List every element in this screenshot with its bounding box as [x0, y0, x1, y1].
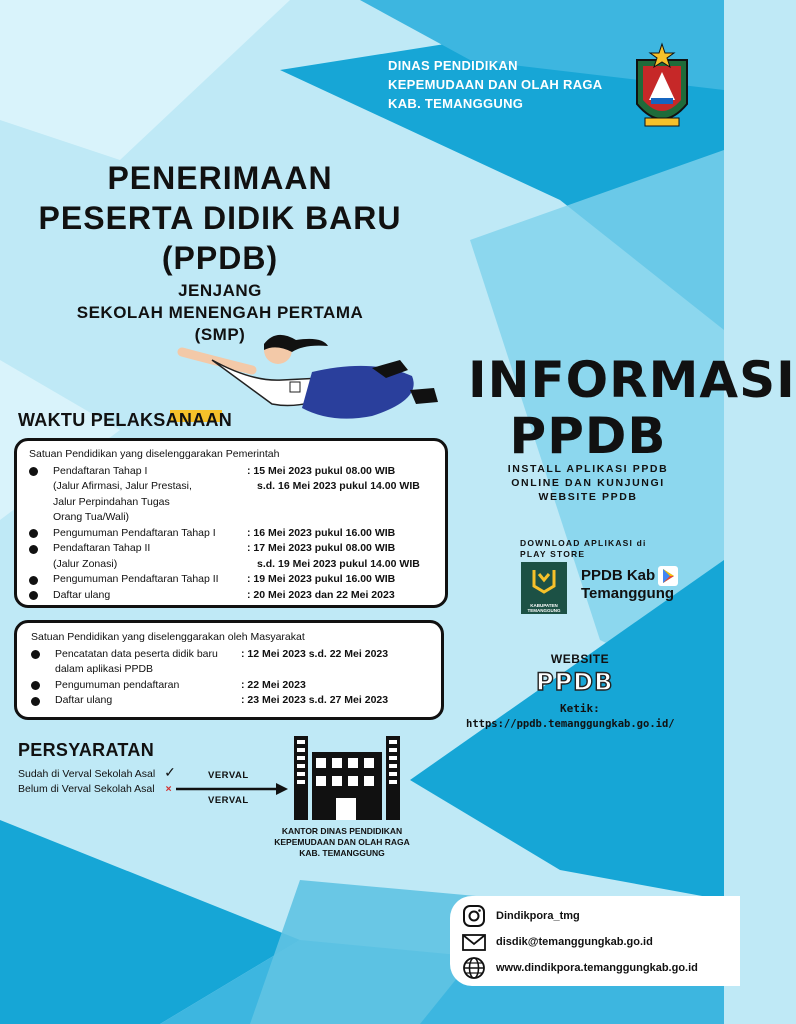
temanggung-crest-logo [633, 42, 691, 132]
website-ppdb-logo: PPDB [536, 668, 614, 696]
schedule-row [29, 495, 435, 511]
bullet-icon [29, 467, 38, 476]
email-address: disdik@temanggungkab.go.id [496, 936, 653, 948]
download-line-1: DOWNLOAD APLIKASI di [520, 538, 647, 548]
install-line-2: ONLINE DAN KUNJUNGI [511, 477, 665, 489]
kantor-line-1: KANTOR DINAS PENDIDIKAN [281, 826, 403, 836]
schedule-row [29, 541, 435, 557]
schedule-value: : 23 Mei 2023 s.d. 27 Mei 2023 [241, 694, 389, 706]
kantor-line-3: KAB. TEMANGGUNG [299, 848, 385, 858]
schedule-row [29, 572, 435, 588]
globe-icon [462, 956, 486, 980]
app-icon-text: KABUPATEN TEMANGGUNG [527, 603, 561, 613]
schedule-row [29, 464, 435, 480]
schedule-row [29, 510, 435, 526]
schedule-label: (Jalur Zonasi) [53, 557, 118, 570]
informasi-line-2: PPDB [509, 407, 667, 465]
informasi-title [468, 351, 796, 465]
title-line-5: SEKOLAH MENENGAH PERTAMA [76, 303, 364, 322]
schedule-value: : 20 Mei 2023 dan 22 Mei 2023 [247, 588, 395, 601]
ppdb-title [20, 158, 420, 346]
bullet-icon [29, 576, 38, 585]
website-heading: WEBSITE [550, 652, 610, 666]
verval-label-1: VERVAL [208, 770, 249, 781]
persyaratan-heading: PERSYARATAN [18, 740, 154, 760]
office-building-icon [292, 736, 400, 822]
schedule-label: Pendaftaran Tahap I [53, 464, 148, 477]
schedule-value: : 12 Mei 2023 s.d. 22 Mei 2023 [241, 647, 389, 660]
bullet-icon [29, 529, 38, 538]
schedule-label: Jalur Perpindahan Tugas [53, 495, 170, 508]
schedule-label: Orang Tua/Wali) [53, 511, 130, 523]
schedule-row [31, 693, 431, 709]
ppdb-url-link[interactable]: https://ppdb.temanggungkab.go.id/ [466, 718, 675, 730]
schedule-label: (Jalur Afirmasi, Jalur Prestasi, [53, 480, 192, 492]
dinas-line-2: KEPEMUDAAN DAN OLAH RAGA [388, 77, 603, 92]
schedule-value: : 16 Mei 2023 pukul 16.00 WIB [247, 526, 396, 539]
schedule-row [31, 662, 431, 678]
informasi-line-1: INFORMASI [468, 351, 796, 409]
waktu-heading: WAKTU PELAKSANAAN [18, 410, 233, 430]
ketik-label: Ketik: [560, 702, 600, 715]
schedule-value: : 19 Mei 2023 pukul 16.00 WIB [247, 573, 396, 585]
dinas-line-3: KAB. TEMANGGUNG [388, 96, 524, 111]
schedule-row [31, 647, 431, 663]
schedule-row [29, 479, 435, 495]
dinas-header [388, 56, 602, 113]
bullet-icon [31, 697, 40, 706]
title-line-4: JENJANG [178, 281, 262, 300]
schedule-row [31, 678, 431, 694]
bullet-icon [31, 681, 40, 690]
schedule-box-pemerintah [14, 438, 448, 608]
schedule-label: Pengumuman Pendaftaran Tahap I [53, 526, 216, 539]
website-address: www.dindikpora.temanggungkab.go.id [496, 962, 698, 974]
schedule-value: : 17 Mei 2023 pukul 08.00 WIB [247, 542, 396, 554]
schedule-row [29, 588, 435, 604]
schedule-label: Pengumuman pendaftaran [55, 678, 180, 691]
install-line-1: INSTALL APLIKASI PPDB [507, 463, 669, 475]
arrow-right-icon [176, 782, 288, 796]
schedule-label: Daftar ulang [55, 694, 113, 706]
install-text [486, 462, 690, 504]
play-store-icon[interactable] [658, 566, 678, 586]
schedule-row [29, 557, 435, 573]
box2-head: Satuan Pendidikan yang diselenggarakan oleh Masyarakat [31, 631, 305, 643]
bullet-icon [31, 650, 40, 659]
box1-rows [29, 464, 435, 604]
dinas-line-1: DINAS PENDIDIKAN [388, 58, 518, 73]
schedule-label: dalam aplikasi PPDB [55, 663, 154, 675]
title-line-6: (SMP) [194, 325, 246, 344]
app-logo-icon [521, 562, 567, 598]
schedule-value: s.d. 19 Mei 2023 pukul 14.00 WIB [257, 557, 420, 570]
app-name-line-2: Temanggung [581, 585, 675, 602]
mail-icon [462, 930, 486, 954]
syarat-item-1: Sudah di Verval Sekolah Asal ✓ [18, 764, 176, 780]
schedule-box-masyarakat [14, 620, 444, 720]
box1-head: Satuan Pendidikan yang diselenggarakan Pemerintah [29, 448, 280, 460]
verval-label-2: VERVAL [208, 795, 249, 806]
persyaratan-list [18, 765, 176, 797]
ppdb-app-icon[interactable] [521, 562, 567, 614]
title-line-3: (PPDB) [161, 240, 279, 276]
schedule-value: : 22 Mei 2023 [241, 678, 306, 691]
bullet-icon [29, 545, 38, 554]
syarat-item-2: Belum di Verval Sekolah Asal × [18, 783, 172, 795]
download-line-2: PLAY STORE [520, 549, 586, 559]
instagram-handle: Dindikpora_tmg [496, 910, 580, 922]
title-line-1: PENERIMAAN [107, 160, 333, 196]
app-name-line-1: PPDB Kab [581, 567, 656, 584]
kantor-label [268, 826, 416, 859]
schedule-value: s.d. 16 Mei 2023 pukul 14.00 WIB [257, 480, 420, 492]
bullet-icon [29, 591, 38, 600]
cross-icon: × [165, 783, 172, 795]
kantor-line-2: KEPEMUDAAN DAN OLAH RAGA [274, 837, 410, 847]
schedule-row [29, 526, 435, 542]
box2-rows [31, 647, 431, 709]
check-icon: ✓ [164, 764, 176, 780]
schedule-value: : 15 Mei 2023 pukul 08.00 WIB [247, 464, 396, 477]
schedule-label: Daftar ulang [53, 588, 111, 601]
title-line-2: PESERTA DIDIK BARU [38, 200, 402, 236]
instagram-icon [462, 904, 486, 928]
schedule-label: Pencatatan data peserta didik baru [55, 647, 218, 660]
schedule-label: Pendaftaran Tahap II [53, 542, 151, 554]
install-line-3: WEBSITE PPDB [538, 491, 638, 503]
download-text [520, 538, 647, 560]
schedule-label: Pengumuman Pendaftaran Tahap II [53, 573, 219, 585]
